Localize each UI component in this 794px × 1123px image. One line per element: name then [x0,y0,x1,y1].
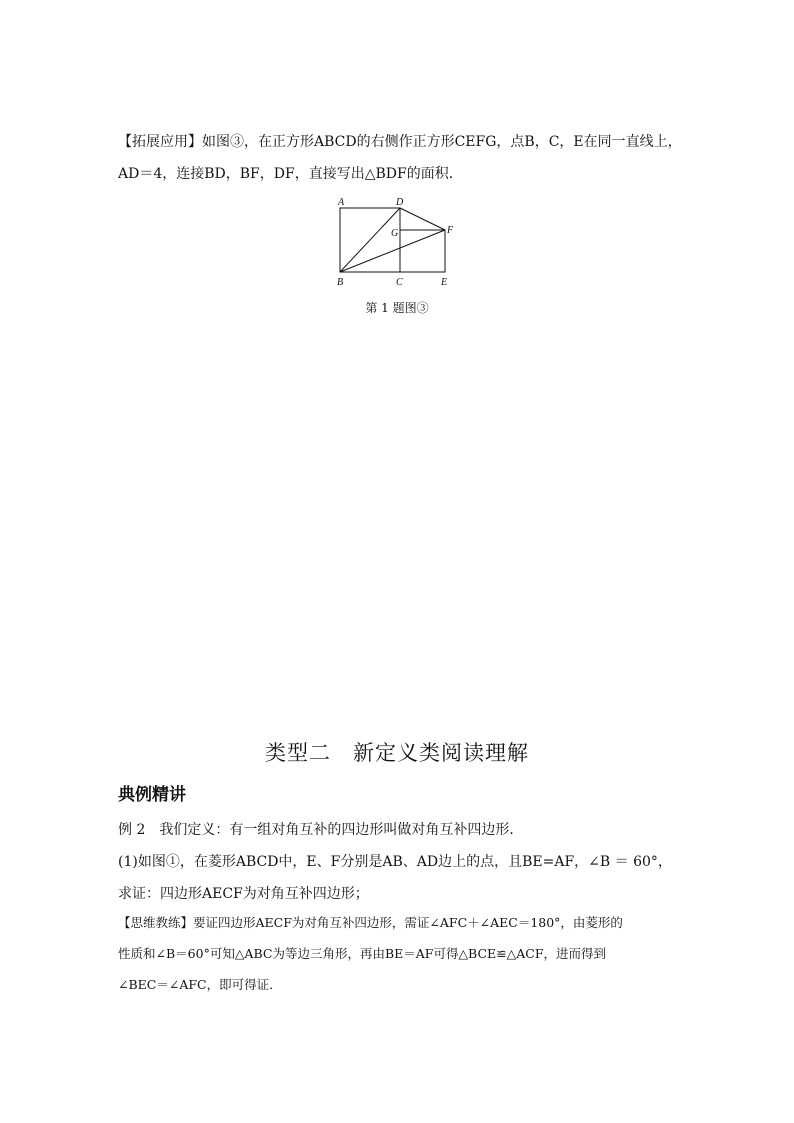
hint-line-1: 【思维教练】要证四边形AECF为对角互补四边形，需证∠AFC＋∠AEC＝180°，由菱形的 [118,915,623,930]
label-f: F [447,225,454,236]
example-line-3: 求证：四边形AECF为对角互补四边形； [118,886,369,902]
geometry-figure [330,192,466,292]
example-line-1: 例 2 我们定义：有一组对角互补的四边形叫做对角互补四边形． [118,822,524,838]
segment-bd [340,208,400,272]
label-c: C [396,277,403,288]
sub-heading: 典例精讲 [118,785,186,805]
extension-question-line-2: AD＝4，连接BD，BF，DF，直接写出△BDF的面积． [118,166,463,182]
figure-caption: 第 1 题图③ [365,301,429,315]
label-b: B [337,277,344,288]
label-d: D [396,197,404,208]
example-line-2: (1)如图①，在菱形ABCD中，E、F分别是AB、AD边上的点，且BE=AF，∠B ＝ 60°， [118,854,672,870]
extension-question-line-1: 【拓展应用】如图③，在正方形ABCD的右侧作正方形CEFG，点B，C，E在同一直线上， [118,134,682,150]
label-g: G [391,228,399,239]
label-a: A [338,197,345,208]
hint-line-2: 性质和∠B＝60°可知△ABC为等边三角形，再由BE＝AF可得△BCE≌△ACF，进而得到 [118,946,607,961]
hint-line-3: ∠BEC＝∠AFC，即可得证． [118,977,282,992]
square-cefg [400,230,445,272]
label-e: E [441,277,448,288]
segment-df [400,208,445,230]
section-title: 类型二 新定义类阅读理解 [265,741,529,765]
